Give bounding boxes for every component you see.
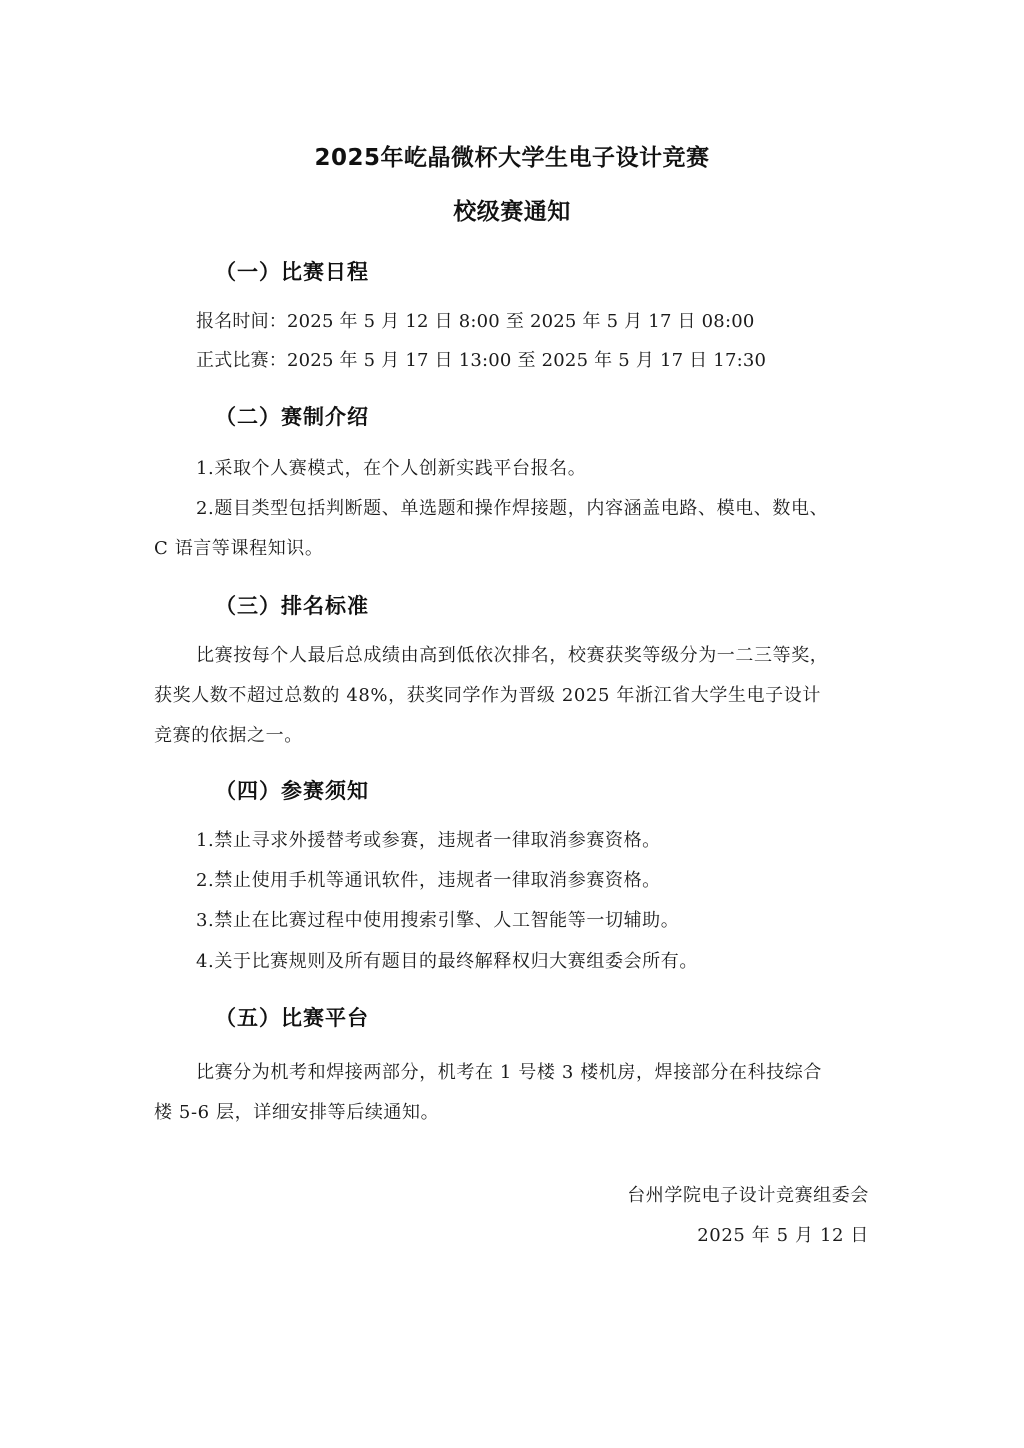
format-item-2: 2.题目类型包括判断题、单选题和操作焊接题，内容涵盖电路、模电、数电、 (196, 498, 829, 519)
issuer-signature: 台州学院电子设计竞赛组委会 (627, 1185, 869, 1206)
section-heading-format: （二）赛制介绍 (215, 405, 369, 429)
section-heading-rules: （四）参赛须知 (215, 779, 369, 803)
ranking-text-line-2: 获奖人数不超过总数的 48%，获奖同学作为晋级 2025 年浙江省大学生电子设计 (154, 685, 821, 706)
platform-text-line-1: 比赛分为机考和焊接两部分，机考在 1 号楼 3 楼机房，焊接部分在科技综合 (196, 1062, 822, 1083)
format-item-1: 1.采取个人赛模式，在个人创新实践平台报名。 (196, 458, 587, 479)
issue-date: 2025 年 5 月 12 日 (697, 1225, 869, 1246)
platform-text-line-2: 楼 5-6 层，详细安排等后续通知。 (154, 1102, 440, 1123)
rule-item-2: 2.禁止使用手机等通讯软件，违规者一律取消参赛资格。 (196, 870, 661, 891)
rule-item-4: 4.关于比赛规则及所有题目的最终解释权归大赛组委会所有。 (196, 951, 698, 972)
competition-time: 正式比赛：2025 年 5 月 17 日 13:00 至 2025 年 5 月 17 日 17:30 (196, 350, 767, 371)
ranking-text-line-1: 比赛按每个人最后总成绩由高到低依次排名，校赛获奖等级分为一二三等奖， (196, 645, 829, 666)
section-heading-schedule: （一）比赛日程 (215, 260, 369, 284)
registration-time: 报名时间：2025 年 5 月 12 日 8:00 至 2025 年 5 月 17 日 08:00 (196, 311, 755, 332)
ranking-text-line-3: 竞赛的依据之一。 (154, 725, 303, 746)
format-item-2-cont: C 语言等课程知识。 (154, 538, 324, 559)
notice-title: 2025年屹晶微杯大学生电子设计竞赛 (314, 145, 710, 171)
section-heading-ranking: （三）排名标准 (215, 594, 369, 618)
notice-subtitle: 校级赛通知 (453, 199, 571, 225)
rule-item-1: 1.禁止寻求外援替考或参赛，违规者一律取消参赛资格。 (196, 830, 661, 851)
rule-item-3: 3.禁止在比赛过程中使用搜索引擎、人工智能等一切辅助。 (196, 910, 680, 931)
section-heading-platform: （五）比赛平台 (215, 1006, 369, 1030)
